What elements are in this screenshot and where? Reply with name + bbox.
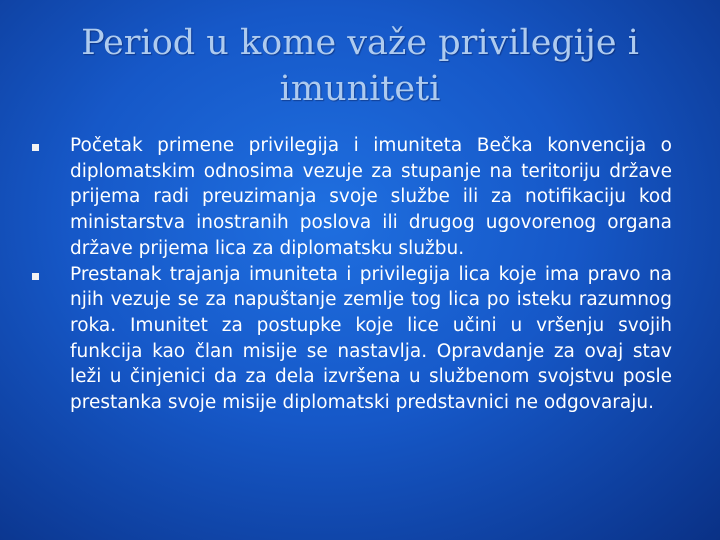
slide-title: Period u kome važe privilegije i imuniteti (81, 23, 639, 109)
square-bullet-icon (32, 144, 39, 151)
square-bullet-icon (32, 273, 39, 280)
bullet-text: Prestanak trajanja imuniteta i privilegija lica koje ima pravo na njih vezuje se za napuštanje zemlje tog lica po isteku razumnog roka. Imunitet za postupke koje lice učini u vršenju svojih funkcija kao član misije se nastavlja. Opravdanje za ovaj stav leži u činjenici da za dela izvršena u službenom svojstvu posle prestanka svoje misije diplomatski predstavnici ne odgovaraju. (70, 263, 672, 414)
bullet-item (32, 133, 672, 262)
bullet-list (32, 133, 672, 416)
bullet-item (32, 262, 672, 416)
bullet-text: Početak primene privilegija i imuniteta Bečka konvencija o diplomatskim odnosima vezuje za stupanje na teritoriju države prijema radi preuzimanja svoje službe ili za notifikaciju kod ministarstva inostranih poslova ili drugog ugovorenog organa države prijema lica za diplomatsku službu. (70, 135, 672, 259)
